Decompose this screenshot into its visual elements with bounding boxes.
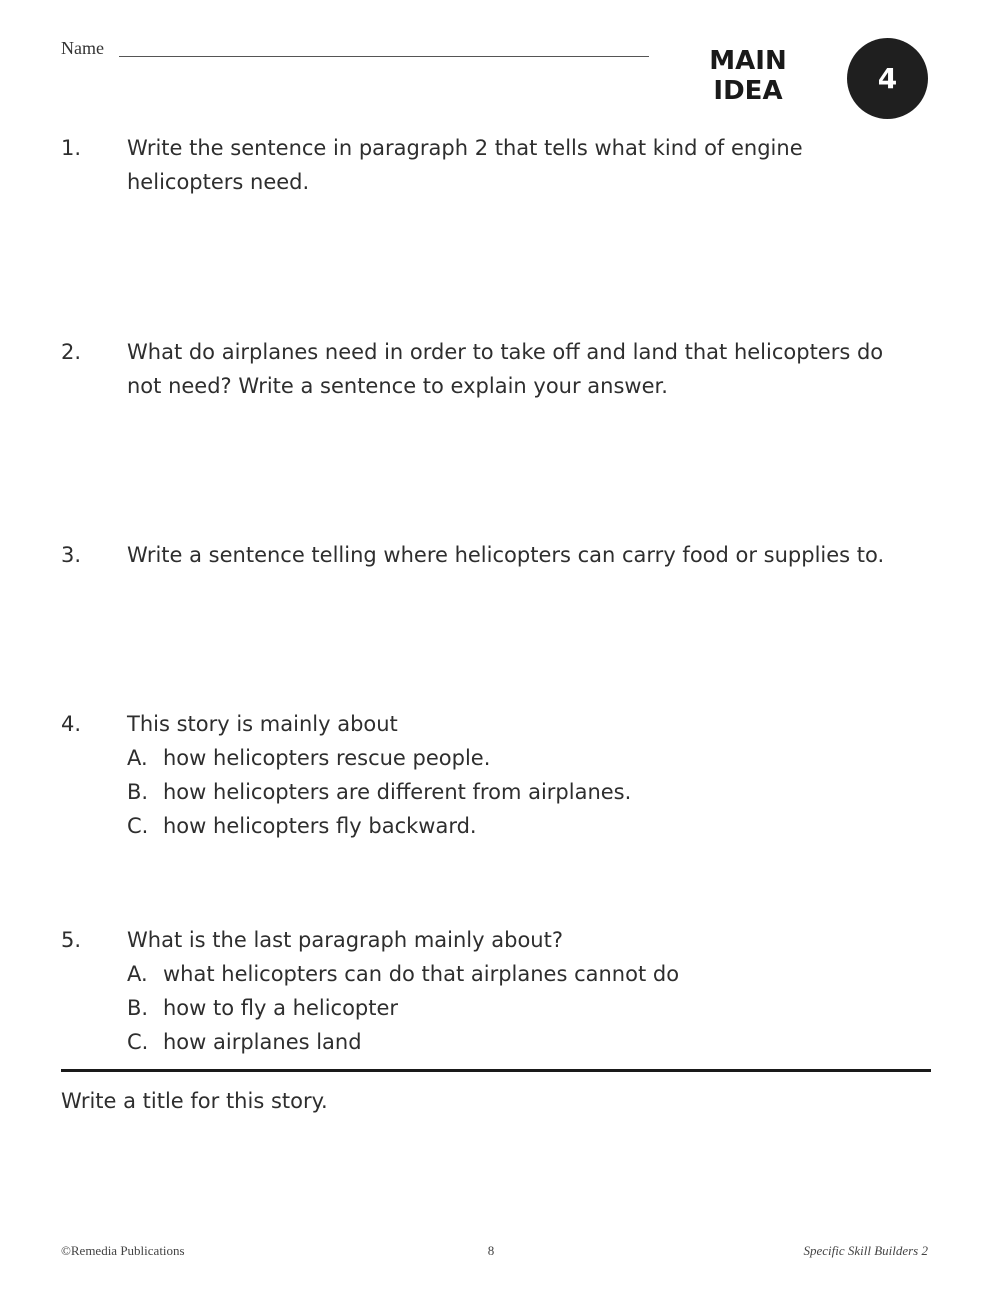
question-number: 1. bbox=[61, 136, 82, 160]
choice-letter: A. bbox=[127, 746, 148, 770]
question-number: 5. bbox=[61, 928, 82, 952]
skill-number: 4 bbox=[877, 62, 898, 95]
title-prompt: Write a title for this story. bbox=[61, 1089, 328, 1113]
choice-letter: C. bbox=[127, 1030, 149, 1054]
section-divider bbox=[61, 1069, 931, 1072]
choice-letter: C. bbox=[127, 814, 149, 838]
footer-series: Specific Skill Builders 2 bbox=[803, 1243, 928, 1258]
choice-letter: B. bbox=[127, 996, 149, 1020]
question-number: 2. bbox=[61, 340, 82, 364]
question-text: Write a sentence telling where helicopters can carry food or supplies to. bbox=[127, 543, 885, 567]
choice-text: how to fly a helicopter bbox=[163, 996, 399, 1020]
skill-title-line1: MAIN bbox=[709, 46, 787, 76]
choice-letter: B. bbox=[127, 780, 149, 804]
question-2 bbox=[61, 335, 941, 403]
choice-c[interactable] bbox=[127, 809, 941, 843]
skill-number-badge bbox=[847, 38, 928, 119]
question-text: What do airplanes need in order to take off and land that helicopters do not need? Write a sentence to explain your answer. bbox=[127, 340, 884, 398]
choice-c[interactable] bbox=[127, 1025, 941, 1059]
choice-b[interactable] bbox=[127, 991, 941, 1025]
name-line[interactable] bbox=[119, 56, 649, 57]
choice-b[interactable] bbox=[127, 775, 941, 809]
skill-title bbox=[700, 46, 796, 106]
skill-title-line2: IDEA bbox=[713, 76, 783, 106]
question-1 bbox=[61, 131, 941, 199]
question-text: This story is mainly about bbox=[127, 712, 398, 736]
choice-a[interactable] bbox=[127, 957, 941, 991]
choice-text: how airplanes land bbox=[163, 1030, 362, 1054]
choice-text: how helicopters fly backward. bbox=[163, 814, 477, 838]
choice-text: how helicopters rescue people. bbox=[163, 746, 491, 770]
choice-letter: A. bbox=[127, 962, 148, 986]
question-text: What is the last paragraph mainly about? bbox=[127, 928, 563, 952]
footer-publisher: ©Remedia Publications bbox=[61, 1243, 185, 1258]
question-text: Write the sentence in paragraph 2 that tells what kind of engine helicopters need. bbox=[127, 136, 803, 194]
question-number: 3. bbox=[61, 543, 82, 567]
choice-text: how helicopters are different from airplanes. bbox=[163, 780, 632, 804]
choice-a[interactable] bbox=[127, 741, 941, 775]
question-number: 4. bbox=[61, 712, 82, 736]
choice-text: what helicopters can do that airplanes cannot do bbox=[163, 962, 680, 986]
question-3 bbox=[61, 538, 941, 572]
footer-page-number: 8 bbox=[487, 1243, 495, 1258]
name-label: Name bbox=[61, 38, 104, 58]
question-4 bbox=[61, 707, 941, 843]
question-5 bbox=[61, 923, 941, 1059]
